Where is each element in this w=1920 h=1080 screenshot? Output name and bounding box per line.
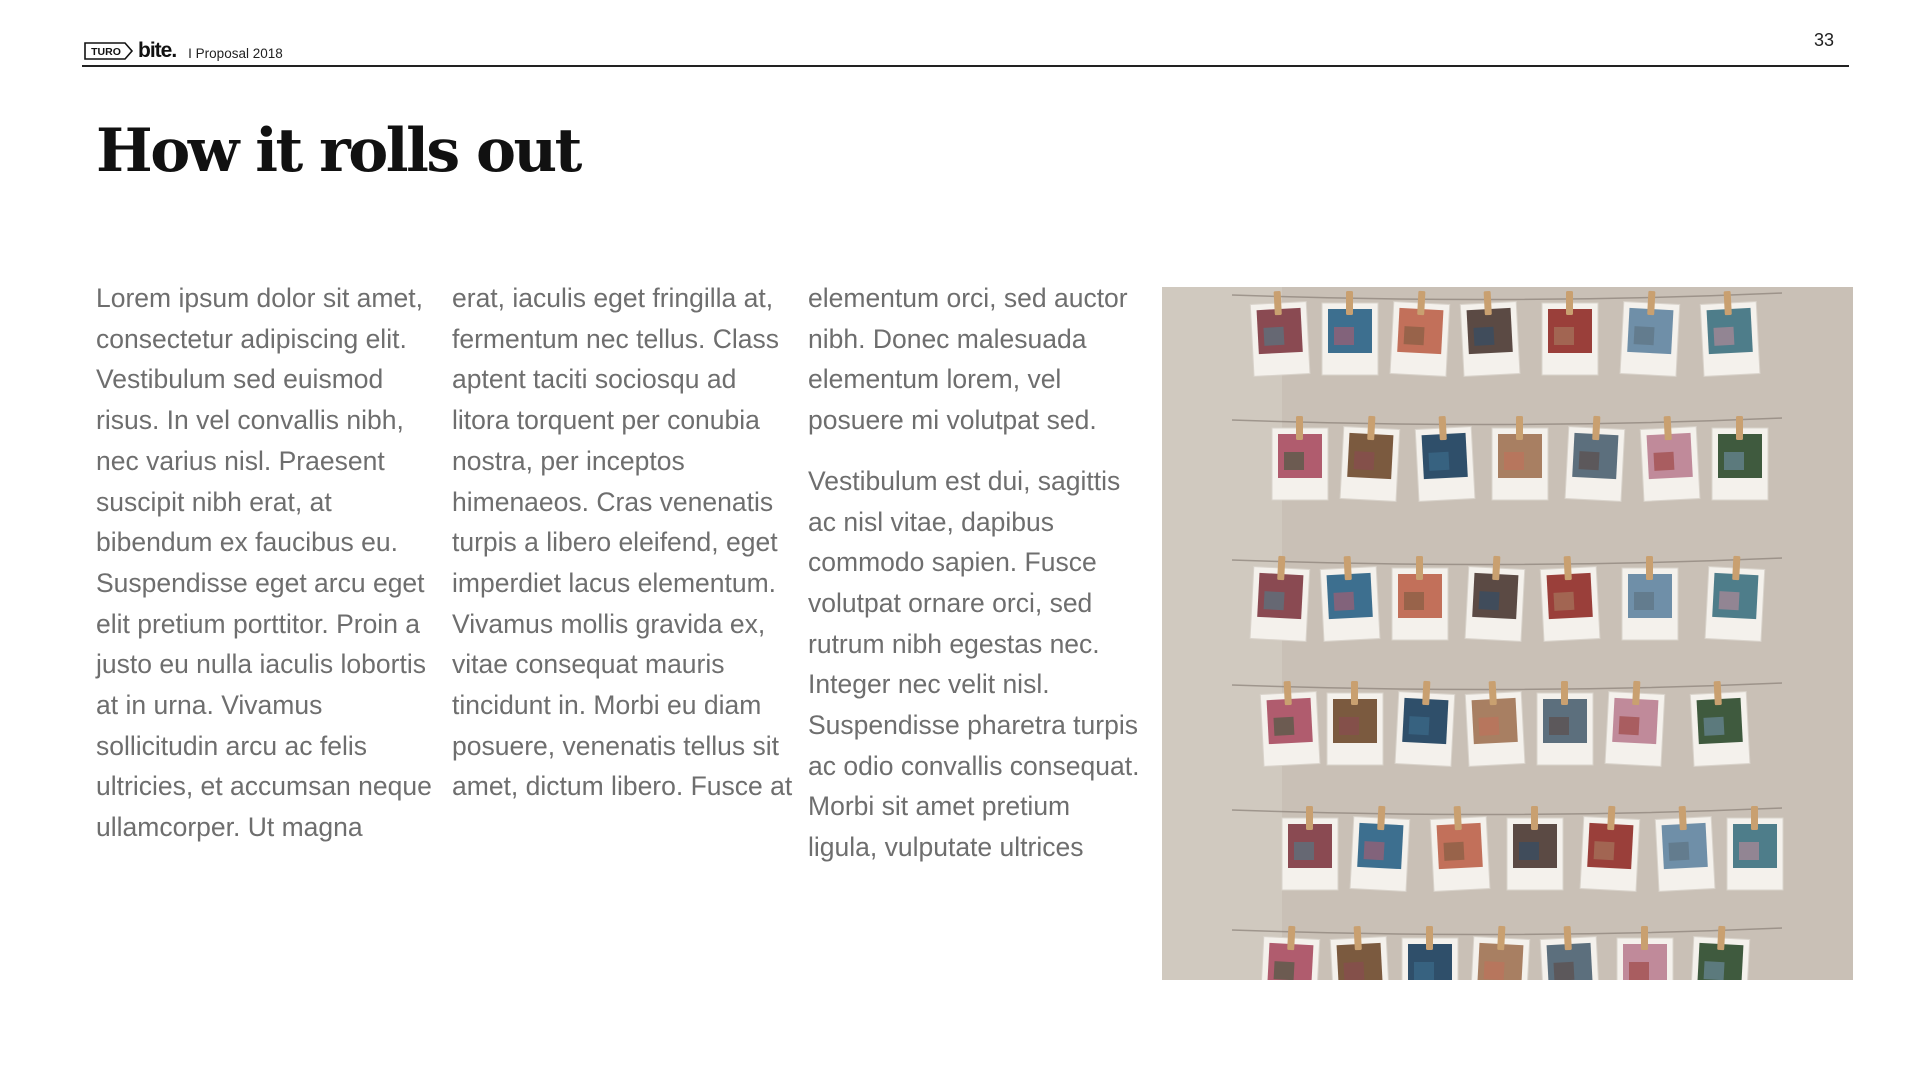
text-column-1 [96, 278, 436, 868]
slide-title: How it rolls out [96, 116, 580, 186]
text-column-3 [808, 278, 1143, 888]
logo [84, 40, 176, 61]
column-paragraph: erat, iaculis eget fringilla at, fermentum nec tellus. Class aptent taciti sociosqu ad litora torquent per conubia nostra, per inceptos himenaeos. Cras venenatis turpis a libero eleifend, eget imperdiet lacus elementum. Vivamus mollis gravida ex, vitae consequat mauris tincidunt in. Morbi eu diam posuere, venenatis tellus sit amet, dictum libero. Fusce at [452, 283, 793, 802]
svg-text:TURO: TURO [91, 45, 121, 58]
column-paragraph: elementum orci, sed auctor nibh. Donec malesuada elementum lorem, vel posuere mi volutpat sed. [808, 283, 1128, 436]
document-subtitle: I Proposal 2018 [188, 45, 283, 61]
bite-logo: bite. [138, 39, 177, 62]
polaroid-wall-photo [1162, 287, 1853, 980]
header-divider [82, 65, 1849, 67]
text-column-2 [452, 278, 797, 827]
turo-logo-icon [84, 42, 134, 60]
header [84, 40, 283, 61]
column-paragraph: Vestibulum est dui, sagittis ac nisl vitae, dapibus commodo sapien. Fusce volutpat ornare orci, sed rutrum nibh egestas nec. Integer nec velit nisl. Suspendisse pharetra turpis ac odio convallis consequat. Morbi sit amet pretium ligula, vulputate ultrices [808, 465, 1140, 863]
column-paragraph: Lorem ipsum dolor sit amet, consectetur adipiscing elit. Vestibulum sed euismod risus. In vel convallis nibh, nec varius nisl. Praesent suscipit nibh erat, at bibendum ex faucibus eu. Suspendisse eget arcu eget elit pretium porttitor. Proin a justo eu nulla iaculis lobortis at in urna. Vivamus sollicitudin arcu ac felis ultricies, et accumsan neque ullamcorper. Ut magna [96, 283, 432, 843]
page-number: 33 [1813, 30, 1834, 50]
